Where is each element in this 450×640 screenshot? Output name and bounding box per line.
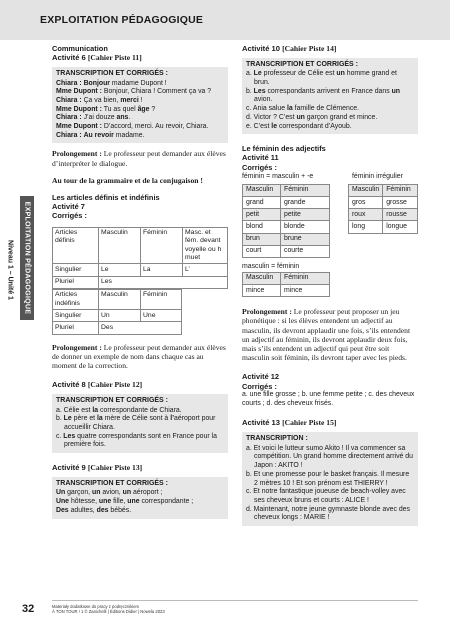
list-item: a. Et voici le lutteur sumo Akito ! Il va commencer sa compétition. Un grand homme directement arrivé du Japon : AKITO ! [246, 444, 413, 470]
dialogue-line: Mme Dupont : Tu as quel âge ? [56, 105, 156, 113]
activity-6-heading [52, 53, 228, 63]
activity-12-corriges: Corrigés : [242, 381, 277, 391]
table-cell: Masculin [243, 272, 281, 284]
table-cell: blond [243, 221, 281, 233]
activity-8-cahier: [Cahier Piste 12] [87, 380, 143, 390]
list-item: e. C’est le correspondant d’Ayoub. [246, 122, 352, 130]
list-item: d. Maintenant, notre jeune gymnaste blonde avec des cheveux longs : MARIE ! [246, 505, 410, 522]
side-tab-label: EXPLOITATION PÉDAGOGIQUE [23, 201, 31, 315]
activity-13-label: Activité 13 [242, 418, 280, 428]
activity-9-label: Activité 9 [52, 463, 86, 473]
transcription-box-10 [242, 58, 418, 135]
list-item: Des adultes, des bébés. [56, 506, 132, 514]
table-cell: Masculin [99, 227, 141, 264]
footer-line-1: Materiały dodatkowe do pracy z podręcznikiem [52, 604, 140, 609]
list-item: Une hôtesse, une fille, une correspondante ; [56, 498, 194, 506]
activity-9-cahier: [Cahier Piste 13] [87, 463, 143, 473]
table-cell: Masculin [349, 184, 383, 196]
table-cell: Masc. et fém. devant voyelle ou h muet [183, 227, 228, 264]
activity-11-corriges: Corrigés : [242, 162, 277, 172]
transcription-box-9 [52, 477, 228, 519]
table-cell: Féminin [281, 272, 330, 284]
table-cell: Singulier [53, 310, 99, 322]
activity-13-cahier: [Cahier Piste 15] [282, 418, 337, 428]
table-cell: petite [281, 209, 330, 221]
list-item: a. Le professeur de Célie est un homme grand et brun. [246, 70, 397, 86]
page-number: 32 [22, 603, 35, 615]
activity-10-heading [242, 44, 418, 54]
transcription-box-6 [52, 67, 228, 144]
footer-credits [52, 604, 165, 615]
adjective-rules-row [242, 172, 418, 182]
activity-10-cahier: [Cahier Piste 14] [282, 44, 337, 53]
table-cell: Pluriel [53, 322, 99, 334]
side-level-label: Niveau 1 – Unité 1 [6, 240, 14, 300]
activity-8-label: Activité 8 [52, 380, 86, 390]
dialogue-line: Mme Dupont : D’accord, merci. Au revoir, Chiara. [56, 123, 209, 131]
table-cell: Pluriel [53, 276, 99, 288]
table-cell: Singulier [53, 264, 99, 276]
footer-line-2: À TON TOUR ! 1 © Zanichelli | Éditions Didier | Nowela 2023 [52, 609, 165, 615]
table-cell: Masculin [243, 184, 281, 196]
list-item: Un garçon, un avion, un aéroport ; [56, 489, 163, 497]
articles-heading: Les articles définis et indéfinis [52, 193, 160, 203]
table-cell: long [349, 221, 383, 233]
table-cell: La [141, 264, 183, 276]
activity-10-label: Activité 10 [242, 44, 280, 53]
transcription-box-8 [52, 394, 228, 453]
dialogue-line: Mme Dupont : Bonjour, Chiara ! Comment ça va ? [56, 88, 212, 96]
table-cell: Articles indéfinis [53, 289, 99, 309]
right-column [242, 44, 418, 526]
activity-9-heading [52, 463, 228, 473]
table-cell: Une [141, 310, 182, 322]
dialogue-line: Chiara : Ça va bien, merci ! [56, 96, 143, 104]
box-6-title: TRANSCRIPTION ET CORRIGÉS : [56, 69, 169, 77]
table-cell: grande [281, 197, 330, 209]
table-cell: gros [349, 197, 383, 209]
communication-heading: Communication [52, 44, 108, 53]
table-cell: blonde [281, 221, 330, 233]
table-cell: mince [243, 285, 281, 297]
list-item: c. Les quatre correspondants sont en France pour la première fois. [56, 432, 217, 449]
activity-11-heading: Activité 11 [242, 153, 279, 163]
box-10-title: TRANSCRIPTION ET CORRIGÉS : [246, 60, 359, 68]
footer-divider [52, 600, 418, 601]
table-cell: Féminin [141, 289, 182, 309]
table-cell: court [243, 245, 281, 257]
list-item: c. Ania salue la famille de Clémence. [246, 105, 360, 113]
box-13-title: TRANSCRIPTION : [246, 435, 308, 443]
table-cell: Masculin [99, 289, 141, 309]
activity-8-heading [52, 380, 228, 390]
table-cell: Le [99, 264, 141, 276]
table-cell: brun [243, 233, 281, 245]
box-9-title: TRANSCRIPTION ET CORRIGÉS : [56, 479, 169, 487]
definite-articles-table [52, 227, 228, 289]
indefinite-articles-table [52, 289, 182, 335]
prolongement-1: Prolongement : Le professeur peut demander aux élèves d’interpréter le dialogue. [52, 149, 226, 168]
box-8-title: TRANSCRIPTION ET CORRIGÉS : [56, 396, 169, 404]
list-item: c. Et notre fantastique joueuse de beach-volley avec ses cheveux bruns et courts : ALICE ! [246, 488, 406, 504]
rule-irregular: féminin irrégulier [352, 172, 403, 180]
adjective-tables-row [242, 182, 418, 258]
activity-7-corriges: Corrigés : [52, 211, 87, 221]
list-item: b. Et une promesse pour le basket français. Il mesure 2 mètres 10 ! Et son prénom est THIERRY ! [246, 470, 410, 487]
left-column [52, 44, 228, 519]
dialogue-line: Chiara : J’ai douze ans. [56, 114, 131, 122]
page-header-title: EXPLOITATION PÉDAGOGIQUE [40, 14, 204, 26]
activity-6-cahier: [Cahier Piste 11] [87, 53, 142, 63]
table-cell: L’ [183, 264, 228, 276]
table-cell: mince [281, 285, 330, 297]
prolongement-3: Prolongement : Le professeur peut proposer un jeu phonétique : si les élèves entendent un adjectif au masculin, ils devront applaudir une fois, s’ils entendent un adjectif au féminin, ils devront applaudir deux fois, mais s’ils entendent un adjectif qui peut être soit masculin soit féminin, ils devront taper avec les pieds. [242, 307, 411, 363]
dialogue-line: Chiara : Bonjour madame Dupont ! [56, 79, 167, 87]
grammar-heading: Au tour de la grammaire et de la conjugaison ! [52, 175, 203, 185]
activity-12-answers: a. une fille grosse ; b. une femme petite ; c. des cheveux courts ; d. des cheveux frisés. [242, 390, 415, 407]
dialogue-line: Chiara : Au revoir madame. [56, 131, 145, 139]
table-cell: courte [281, 245, 330, 257]
adjectives-heading: Le féminin des adjectifs [242, 144, 326, 154]
table-cell: brune [281, 233, 330, 245]
table-cell: Féminin [281, 184, 330, 196]
table-cell: rousse [383, 209, 418, 221]
rule-plus-e: féminin = masculin + -e [242, 172, 314, 180]
table-cell: Les [99, 276, 228, 288]
table-cell: grand [243, 197, 281, 209]
prolongement-2: Prolongement : Le professeur peut demander aux élèves de donner un exemple de nom dans chaque cas au moment de la correction. [52, 342, 226, 371]
adjectives-e-table [242, 184, 330, 258]
list-item: d. Victor ? C’est un garçon grand et mince. [246, 113, 378, 121]
rule-same: masculin = féminin [242, 262, 300, 270]
list-item: a. Célie est la correspondante de Chiara. [56, 406, 182, 414]
table-cell: petit [243, 209, 281, 221]
activity-12-heading: Activité 12 [242, 372, 279, 382]
list-item: b. Le père et la mère de Célie sont à l’aéroport pour accueillir Chiara. [56, 415, 216, 431]
activity-7-heading: Activité 7 [52, 202, 85, 212]
table-cell: Des [99, 322, 182, 334]
table-cell: longue [383, 221, 418, 233]
adjectives-same-table [242, 272, 330, 297]
table-cell: Féminin [383, 184, 418, 196]
transcription-box-13 [242, 432, 418, 526]
side-level-label-wrap [0, 150, 20, 390]
table-cell: grosse [383, 197, 418, 209]
adjectives-irregular-table [348, 184, 418, 234]
table-cell: Articles définis [53, 227, 99, 264]
list-item: b. Les correspondants arrivent en France dans un avion. [246, 87, 400, 104]
table-cell: roux [349, 209, 383, 221]
activity-13-heading [242, 418, 418, 428]
table-cell: Féminin [141, 227, 183, 264]
activity-6-label: Activité 6 [52, 53, 86, 63]
table-cell: Un [99, 310, 141, 322]
